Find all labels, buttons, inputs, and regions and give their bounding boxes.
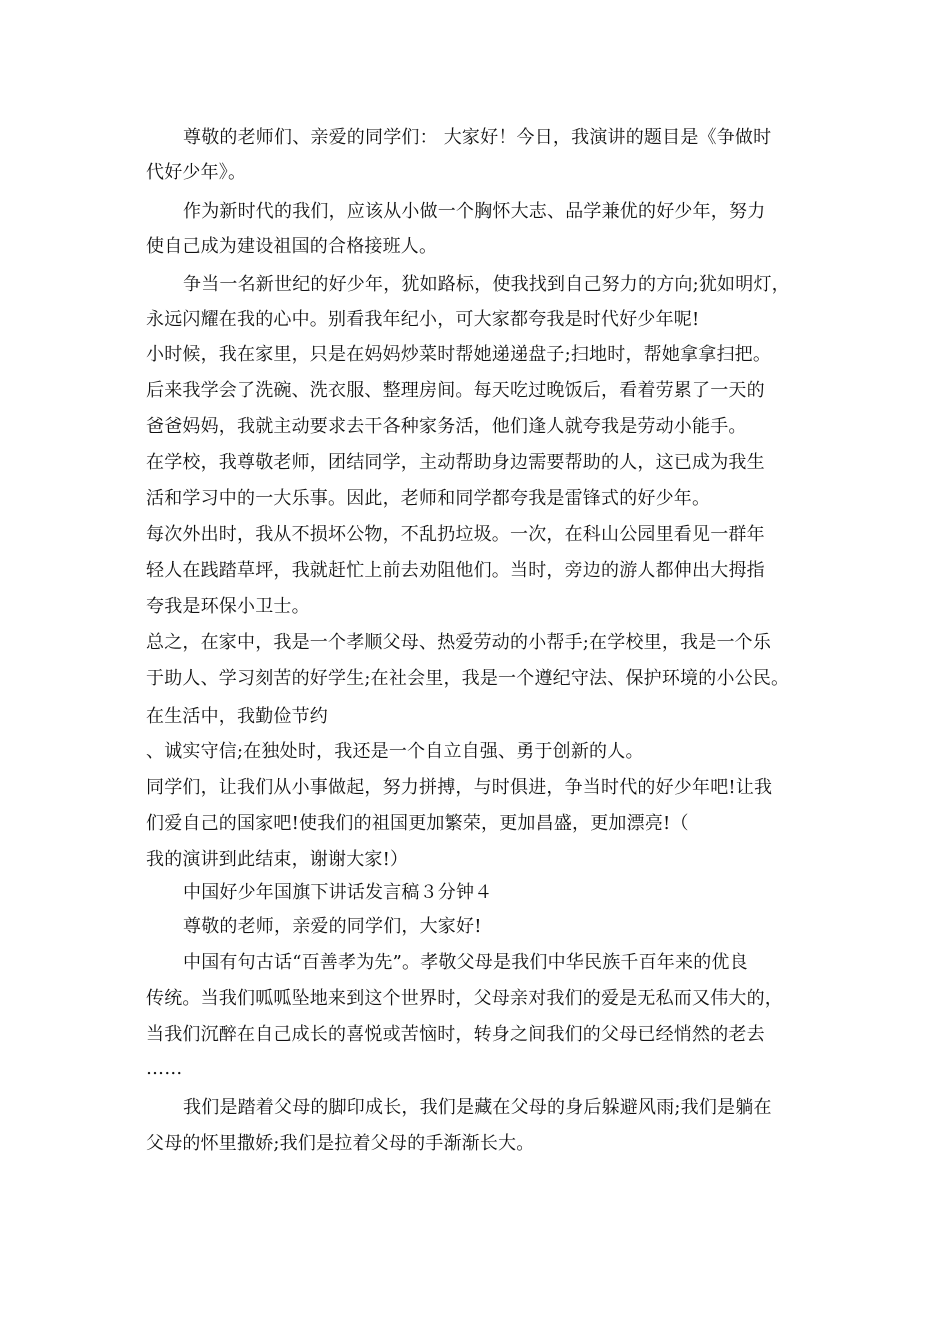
text-line: 活和学习中的一大乐事。因此，老师和同学都夸我是雷锋式的好少年。	[146, 488, 711, 509]
text-line: 同学们，让我们从小事做起，努力拼搏，与时俱进，争当时代的好少年吧!让我	[146, 777, 773, 798]
text-line: 们爱自己的国家吧!使我们的祖国更加繁荣，更加昌盛，更加漂亮!（	[146, 813, 689, 834]
text-line: 争当一名新世纪的好少年，犹如路标，使我找到自己努力的方向;犹如明灯，	[183, 274, 790, 295]
text-line: 、诚实守信;在独处时，我还是一个自立自强、勇于创新的人。	[146, 741, 644, 762]
text-line: 永远闪耀在我的心中。别看我年纪小，可大家都夸我是时代好少年呢!	[146, 309, 700, 330]
text-line: 在生活中，我勤俭节约	[146, 706, 328, 727]
text-line: 夸我是环保小卫士。	[146, 596, 310, 617]
text-line: 每次外出时，我从不损坏公物，不乱扔垃圾。一次，在科山公园里看见一群年	[146, 524, 765, 545]
text-line: 传统。当我们呱呱坠地来到这个世界时，父母亲对我们的爱是无私而又伟大的，	[146, 988, 783, 1009]
text-line: 当我们沉醉在自己成长的喜悦或苦恼时，转身之间我们的父母已经悄然的老去	[146, 1024, 765, 1045]
text-line: 中国有句古话“百善孝为先”。孝敬父母是我们中华民族千百年来的优良	[183, 952, 748, 973]
text-line: 于助人、学习刻苦的好学生;在社会里，我是一个遵纪守法、保护环境的小公民。	[146, 668, 790, 689]
text-line: 我的演讲到此结束，谢谢大家!）	[146, 849, 409, 870]
text-line: 作为新时代的我们，应该从小做一个胸怀大志、品学兼优的好少年，努力	[183, 201, 766, 222]
text-line: 在学校，我尊敬老师，团结同学，主动帮助身边需要帮助的人，这已成为我生	[146, 452, 765, 473]
text-line: 小时候，我在家里，只是在妈妈炒菜时帮她递递盘子;扫地时，帮她拿拿扫把。	[146, 344, 772, 365]
text-line: 轻人在践踏草坪，我就赶忙上前去劝阻他们。当时，旁边的游人都伸出大拇指	[146, 560, 765, 581]
text-line: 尊敬的老师们、亲爱的同学们： 大家好！今日，我演讲的题目是《争做时	[183, 127, 772, 148]
text-line: 总之，在家中，我是一个孝顺父母、热爱劳动的小帮手;在学校里，我是一个乐	[146, 632, 772, 653]
text-line: 后来我学会了洗碗、洗衣服、整理房间。每天吃过晚饭后，看着劳累了一天的	[146, 380, 765, 401]
text-line: 使自己成为建设祖国的合格接班人。	[146, 236, 438, 257]
section-heading: 中国好少年国旗下讲话发言稿３分钟４	[183, 882, 493, 903]
text-line: 爸爸妈妈，我就主动要求去干各种家务活，他们逢人就夸我是劳动小能手。	[146, 416, 747, 437]
text-line: ……	[146, 1058, 183, 1079]
text-line: 代好少年》。	[146, 162, 247, 183]
text-line: 我们是踏着父母的脚印成长，我们是藏在父母的身后躲避风雨;我们是躺在	[183, 1097, 772, 1118]
text-line: 尊敬的老师，亲爱的同学们，大家好!	[183, 916, 482, 937]
text-line: 父母的怀里撒娇;我们是拉着父母的手渐渐长大。	[146, 1133, 535, 1154]
